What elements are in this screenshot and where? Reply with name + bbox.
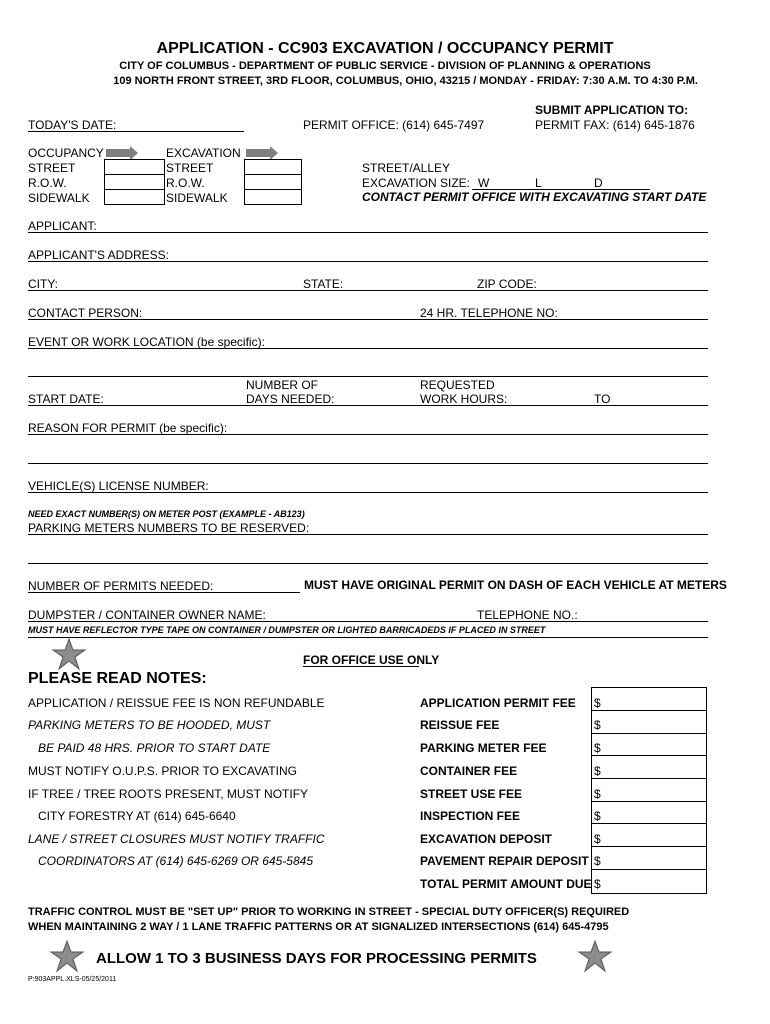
event-location-label: EVENT OR WORK LOCATION (be specific):	[28, 335, 265, 349]
fee-label: REISSUE FEE	[420, 718, 500, 732]
fee-amount-input[interactable]: $	[594, 854, 601, 868]
event-location-input-2[interactable]	[28, 376, 708, 377]
dumpster-owner-label: DUMPSTER / CONTAINER OWNER NAME:	[28, 608, 266, 622]
permit-office-phone: PERMIT OFFICE: (614) 645-7497	[303, 118, 485, 132]
fee-amount-input[interactable]: $	[594, 809, 601, 823]
reason-label: REASON FOR PERMIT (be specific):	[28, 421, 228, 435]
meter-note: NEED EXACT NUMBER(S) ON METER POST (EXAMPLE - AB123)	[28, 509, 305, 519]
fee-label: PARKING METER FEE	[420, 741, 547, 755]
exc-row-checkbox[interactable]	[244, 174, 302, 190]
applicant-address-label: APPLICANT'S ADDRESS:	[28, 248, 169, 262]
note-item: CITY FORESTRY AT (614) 645-6640	[38, 809, 236, 823]
reason-input-2[interactable]	[28, 463, 708, 464]
vehicle-license-input[interactable]	[28, 492, 708, 493]
work-hours-label: WORK HOURS:	[420, 392, 508, 406]
applicant-input[interactable]	[28, 232, 708, 233]
occ-row-label: R.O.W.	[28, 176, 67, 190]
fee-amount-input[interactable]: $	[594, 832, 601, 846]
city-label: CITY:	[28, 277, 59, 291]
vehicle-license-label: VEHICLE(S) LICENSE NUMBER:	[28, 479, 209, 493]
requested-label: REQUESTED	[420, 378, 495, 392]
todays-date-input[interactable]	[28, 131, 244, 132]
exc-street-checkbox[interactable]	[244, 159, 302, 175]
fee-label: CONTAINER FEE	[420, 764, 518, 778]
telephone24-label: 24 HR. TELEPHONE NO:	[420, 306, 558, 320]
note-item: LANE / STREET CLOSURES MUST NOTIFY TRAFFIC	[28, 832, 325, 846]
reflector-divider	[28, 637, 708, 638]
fee-label: INSPECTION FEE	[420, 809, 521, 823]
occ-street-label: STREET	[28, 161, 76, 175]
exc-sidewalk-checkbox[interactable]	[244, 189, 302, 205]
notes-heading: PLEASE READ NOTES:	[28, 670, 207, 687]
fee-table	[591, 687, 707, 894]
start-date-label: START DATE:	[28, 392, 104, 406]
must-have-original-note: MUST HAVE ORIGINAL PERMIT ON DASH OF EACH VEHICLE AT METERS	[304, 578, 727, 592]
department-line: CITY OF COLUMBUS - DEPARTMENT OF PUBLIC SERVICE - DIVISION OF PLANNING & OPERATIONS	[119, 60, 651, 72]
permit-fax: PERMIT FAX: (614) 645-1876	[535, 118, 695, 132]
contact-person-label: CONTACT PERSON:	[28, 306, 143, 320]
fee-label: STREET USE FEE	[420, 787, 523, 801]
state-label: STATE:	[303, 277, 344, 291]
exc-sidewalk-label: SIDEWALK	[166, 191, 228, 205]
fee-amount-input[interactable]: $	[594, 764, 601, 778]
dumpster-owner-input[interactable]	[28, 621, 708, 622]
excavation-size-label: EXCAVATION SIZE:	[362, 176, 471, 190]
form-code: P:903APPL.XLS-05/25/2011	[28, 976, 117, 983]
street-alley-label: STREET/ALLEY	[362, 161, 451, 175]
submit-heading: SUBMIT APPLICATION TO:	[535, 103, 689, 117]
reason-input[interactable]	[28, 434, 708, 435]
todays-date-label: TODAY'S DATE:	[28, 118, 117, 132]
applicant-address-input[interactable]	[28, 261, 708, 262]
note-item: COORDINATORS AT (614) 645-6269 OR 645-5845	[38, 854, 314, 868]
width-label: W	[478, 176, 490, 190]
days-needed-label: DAYS NEEDED:	[246, 392, 335, 406]
event-location-input[interactable]	[28, 348, 708, 349]
depth-label: D	[594, 176, 603, 190]
reflector-note: MUST HAVE REFLECTOR TYPE TAPE ON CONTAINER / DUMPSTER OR LIGHTED BARRICADEDS IF PLACED IN STREET	[28, 625, 546, 635]
fee-label: APPLICATION PERMIT FEE	[420, 696, 576, 710]
to-label: TO	[594, 392, 611, 406]
contact-office-note: CONTACT PERMIT OFFICE WITH EXCAVATING START DATE	[362, 190, 707, 204]
occ-row-checkbox[interactable]	[104, 174, 165, 190]
processing-days-note: ALLOW 1 TO 3 BUSINESS DAYS FOR PROCESSING PERMITS	[96, 950, 537, 967]
note-item: IF TREE / TREE ROOTS PRESENT, MUST NOTIFY	[28, 787, 309, 801]
star-icon	[578, 940, 612, 972]
occ-sidewalk-label: SIDEWALK	[28, 191, 90, 205]
zip-label: ZIP CODE:	[477, 277, 537, 291]
form-title: APPLICATION - CC903 EXCAVATION / OCCUPANCY PERMIT	[156, 40, 614, 57]
telephone-label: TELEPHONE NO.:	[477, 608, 578, 622]
fee-amount-input[interactable]: $	[594, 718, 601, 732]
exc-street-label: STREET	[166, 161, 214, 175]
occ-sidewalk-checkbox[interactable]	[104, 189, 165, 205]
applicant-label: APPLICANT:	[28, 219, 97, 233]
arrow-icon	[246, 149, 272, 157]
traffic-note-1: TRAFFIC CONTROL MUST BE "SET UP" PRIOR TO WORKING IN STREET - SPECIAL DUTY OFFICER(S) REQUIRED	[28, 906, 630, 918]
length-label: L	[535, 176, 542, 190]
star-icon	[50, 940, 84, 972]
fee-amount-input[interactable]: $	[594, 787, 601, 801]
parking-meters-label: PARKING METERS NUMBERS TO BE RESERVED:	[28, 521, 310, 535]
note-item: BE PAID 48 HRS. PRIOR TO START DATE	[38, 741, 271, 755]
note-item: PARKING METERS TO BE HOODED, MUST	[28, 718, 271, 732]
note-item: APPLICATION / REISSUE FEE IS NON REFUNDABLE	[28, 696, 325, 710]
occupancy-label: OCCUPANCY	[28, 146, 104, 160]
office-use-underline	[303, 666, 419, 667]
arrow-icon	[106, 149, 132, 157]
fee-label: PAVEMENT REPAIR DEPOSIT	[420, 854, 589, 868]
occ-street-checkbox[interactable]	[104, 159, 165, 175]
fee-amount-input[interactable]: $	[594, 741, 601, 755]
star-icon	[52, 638, 86, 670]
parking-meters-input[interactable]	[28, 534, 708, 535]
contact-person-input[interactable]	[28, 319, 708, 320]
dates-input[interactable]	[28, 405, 708, 406]
exc-row-label: R.O.W.	[166, 176, 205, 190]
num-permits-input[interactable]	[28, 592, 300, 593]
number-of-label: NUMBER OF	[246, 378, 318, 392]
fee-amount-input[interactable]: $	[594, 877, 601, 891]
fee-amount-input[interactable]: $	[594, 696, 601, 710]
excavation-label: EXCAVATION	[166, 146, 241, 160]
city-state-zip-input[interactable]	[28, 290, 708, 291]
note-item: MUST NOTIFY O.U.P.S. PRIOR TO EXCAVATING	[28, 764, 297, 778]
fee-label: EXCAVATION DEPOSIT	[420, 832, 553, 846]
num-permits-label: NUMBER OF PERMITS NEEDED:	[28, 579, 214, 593]
address-line: 109 NORTH FRONT STREET, 3RD FLOOR, COLUMBUS, OHIO, 43215 / MONDAY - FRIDAY: 7:30 A.M. TO 4:30 P.M.	[113, 75, 698, 87]
office-use-label: FOR OFFICE USE ONLY	[303, 653, 440, 667]
traffic-note-2: WHEN MAINTAINING 2 WAY / 1 LANE TRAFFIC PATTERNS OR AT SIGNALIZED INTERSECTIONS (614) 645-4795	[28, 921, 609, 933]
fee-label: TOTAL PERMIT AMOUNT DUE	[420, 877, 592, 891]
parking-meters-input-2[interactable]	[28, 563, 708, 564]
